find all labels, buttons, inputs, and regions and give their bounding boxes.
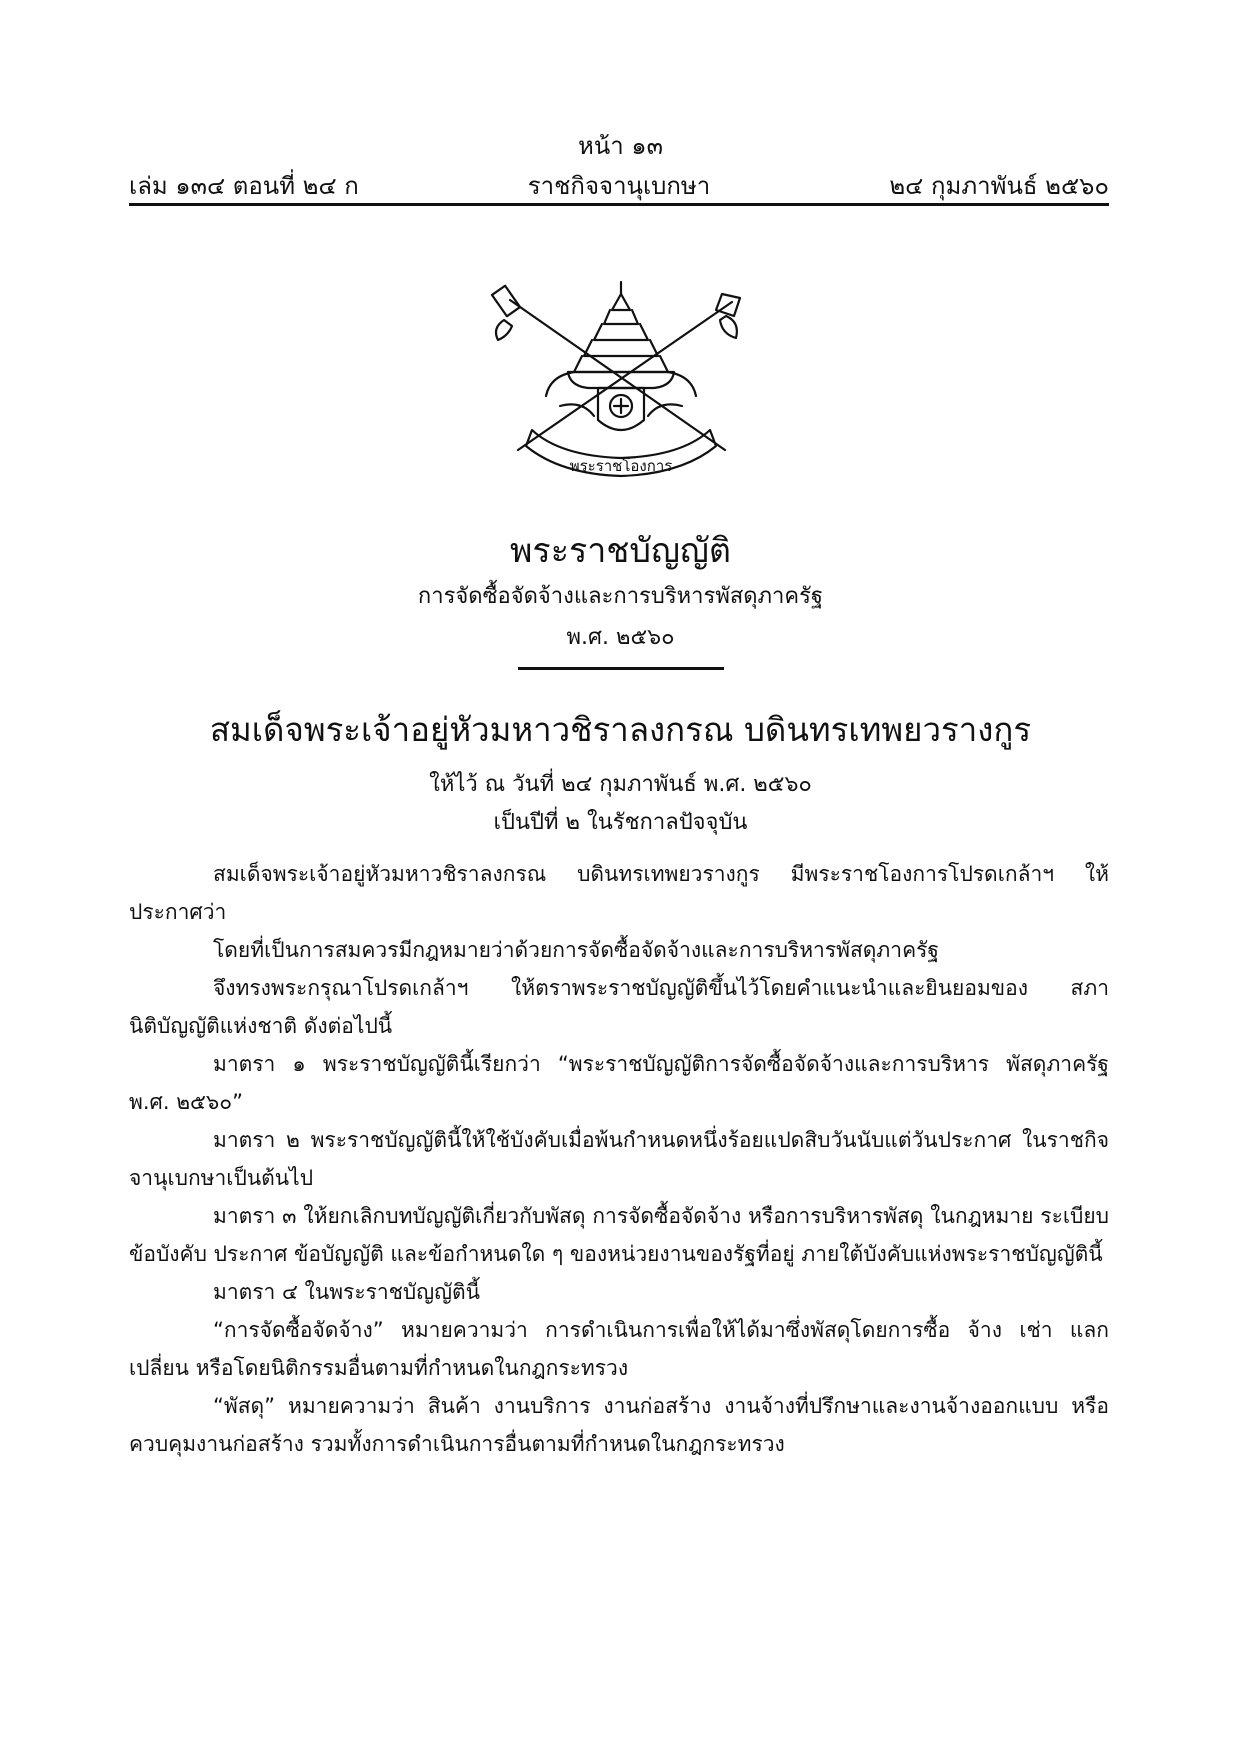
given-date: ให้ไว้ ณ วันที่ ๒๔ กุมภาพันธ์ พ.ศ. ๒๕๖๐	[429, 772, 812, 797]
document-subtitle: การจัดซื้อจัดจ้างและการบริหารพัสดุภาครัฐ	[417, 584, 824, 609]
section-2: มาตรา ๒ พระราชบัญญัตินี้ให้ใช้บังคับเมื่อพ้นกำหนดหนึ่งร้อยแปดสิบวันนับแต่วันประกาศ ในราชกิจจานุเบกษาเป็นต้นไป	[129, 1128, 1109, 1190]
definition-procurement: “การจัดซื้อจัดจ้าง” หมายความว่า การดำเนินการเพื่อให้ได้มาซึ่งพัสดุโดยการซื้อ จ้าง เช่า แลกเปลี่ยน หรือโดยนิติกรรมอื่นตามที่กำหนดในกฎกระทรวง	[129, 1318, 1109, 1380]
page-number: หน้า ๑๓	[578, 132, 663, 160]
header-divider	[129, 203, 1109, 206]
section-4: มาตรา ๔ ในพระราชบัญญัตินี้	[213, 1280, 481, 1304]
reign-year: เป็นปีที่ ๒ ในรัชกาลปัจจุบัน	[493, 810, 748, 835]
section-1: มาตรา ๑ พระราชบัญญัตินี้เรียกว่า “พระราชบัญญัติการจัดซื้อจัดจ้างและการบริหาร พัสดุภาครัฐ พ.ศ. ๒๕๖๐”	[129, 1052, 1109, 1114]
document-year: พ.ศ. ๒๕๖๐	[566, 625, 675, 650]
royal-emblem-icon	[490, 280, 752, 480]
publication-date: ๒๔ กุมภาพันธ์ ๒๕๖๐	[889, 172, 1109, 200]
paragraph-enactment: จึงทรงพระกรุณาโปรดเกล้าฯ ให้ตราพระราชบัญญัติขึ้นไว้โดยคำแนะนำและยินยอมของ สภานิติบัญญัติแห่งชาติ ดังต่อไปนี้	[129, 976, 1109, 1038]
document-title: พระราชบัญญัติ	[510, 531, 731, 571]
king-name: สมเด็จพระเจ้าอยู่หัวมหาวชิราลงกรณ บดินทรเทพยวรางกูร	[209, 710, 1032, 749]
gazette-header	[129, 166, 1109, 200]
publication-name: ราชกิจจานุเบกษา	[527, 172, 711, 200]
title-divider	[518, 667, 724, 670]
section-3: มาตรา ๓ ให้ยกเลิกบทบัญญัติเกี่ยวกับพัสดุ การจัดซื้อจัดจ้าง หรือการบริหารพัสดุ ในกฎหมาย ระเบียบ ข้อบังคับ ประกาศ ข้อบัญญัติ และข้อกำหนดใด ๆ ของหน่วยงานของรัฐที่อยู่ ภายใต้บังคับแห่งพระราชบัญญัตินี้	[129, 1204, 1109, 1266]
document-body	[129, 855, 1109, 1463]
definition-supplies: “พัสดุ” หมายความว่า สินค้า งานบริการ งานก่อสร้าง งานจ้างที่ปรึกษาและงานจ้างออกแบบ หรือควบคุมงานก่อสร้าง รวมทั้งการดำเนินการอื่นตามที่กำหนดในกฎกระทรวง	[129, 1394, 1109, 1456]
paragraph-proclamation: สมเด็จพระเจ้าอยู่หัวมหาวชิราลงกรณ บดินทรเทพยวรางกูร มีพระราชโองการโปรดเกล้าฯ ให้ประกาศว่า	[129, 862, 1109, 924]
volume-issue: เล่ม ๑๓๔ ตอนที่ ๒๔ ก	[129, 172, 359, 200]
emblem-ribbon-text: พระราชโองการ	[569, 457, 673, 475]
paragraph-reason: โดยที่เป็นการสมควรมีกฎหมายว่าด้วยการจัดซื้อจัดจ้างและการบริหารพัสดุภาครัฐ	[213, 938, 939, 962]
